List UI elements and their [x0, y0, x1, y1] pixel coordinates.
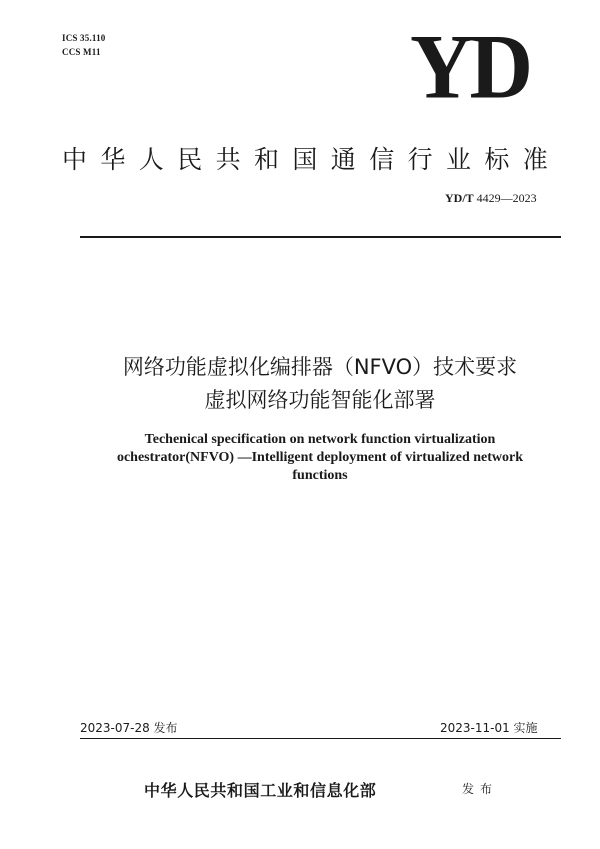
- standard-code: 4429—2023: [476, 191, 537, 205]
- english-title-line-3: functions: [292, 468, 348, 483]
- industry-standard-title: 中华人民共和国通信行业标准: [62, 145, 562, 174]
- standard-number: [445, 191, 537, 206]
- implementation-date: 2023-11-01 实施: [440, 721, 538, 735]
- top-divider: [80, 236, 561, 238]
- issue-date: 2023-07-28 发布: [80, 721, 178, 735]
- english-title-line-1: Techenical specification on network function virtualization: [144, 432, 496, 447]
- yd-logo: YD: [410, 16, 530, 119]
- publish-label: 发布: [462, 782, 499, 796]
- english-title-line-2: ochestrator(NFVO) —Intelligent deployment of virtualized network: [116, 450, 524, 465]
- ccs-code: CCS M11: [62, 47, 101, 57]
- chinese-title-line-1: 网络功能虚拟化编排器（NFVO）技术要求: [122, 355, 518, 379]
- chinese-title-line-2: 虚拟网络功能智能化部署: [204, 388, 436, 412]
- standard-prefix: YD/T: [445, 191, 474, 205]
- bottom-divider: [80, 738, 561, 739]
- publisher-name: 中华人民共和国工业和信息化部: [144, 781, 377, 800]
- ics-code: ICS 35.110: [62, 33, 106, 43]
